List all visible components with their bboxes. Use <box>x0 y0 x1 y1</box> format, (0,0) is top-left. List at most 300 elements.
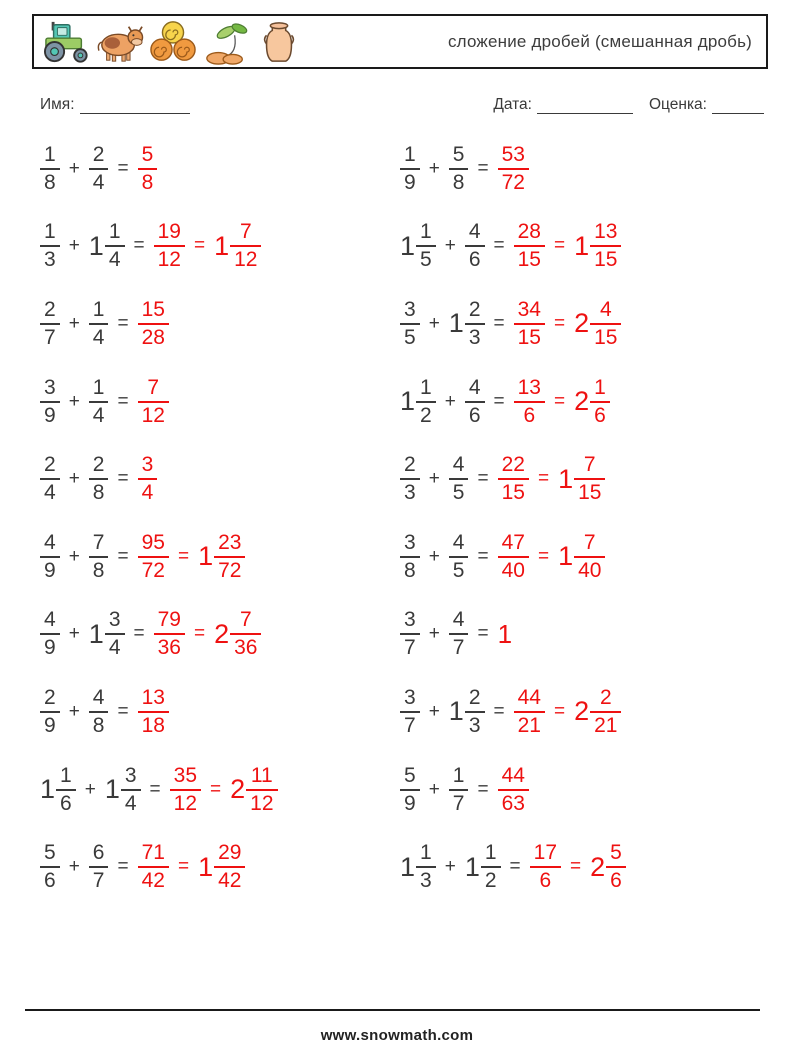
fraction <box>40 221 60 271</box>
denominator: 4 <box>92 403 105 427</box>
numerator: 1 <box>416 221 436 247</box>
denominator: 8 <box>92 713 105 737</box>
fraction-stack <box>400 532 420 582</box>
fraction-stack <box>40 609 60 659</box>
plus-operator: + <box>68 390 80 412</box>
fraction-stack <box>514 221 545 271</box>
fraction <box>138 842 169 892</box>
mixed-number <box>574 377 610 427</box>
numerator: 4 <box>449 609 469 635</box>
fraction <box>400 532 420 582</box>
plus-operator: + <box>428 700 440 722</box>
whole-part: 1 <box>464 851 480 882</box>
fraction-stack <box>530 842 561 892</box>
fraction-stack <box>89 377 109 427</box>
denominator: 12 <box>234 248 258 272</box>
denominator: 2 <box>484 869 497 893</box>
equals-operator: = <box>493 390 505 412</box>
numerator: 1 <box>105 221 125 247</box>
math-problem <box>40 828 400 906</box>
numerator: 15 <box>138 299 169 325</box>
fraction-stack <box>40 842 60 892</box>
fraction <box>138 299 169 349</box>
numerator: 1 <box>89 299 109 325</box>
numerator: 95 <box>138 532 169 558</box>
fraction-stack <box>498 765 529 815</box>
mixed-number <box>230 765 277 815</box>
fraction <box>400 765 420 815</box>
equals-operator: = <box>177 856 190 878</box>
name-label: Имя: <box>40 96 75 113</box>
fraction <box>514 221 545 271</box>
denominator: 3 <box>420 869 432 893</box>
fraction <box>449 765 469 815</box>
fraction-stack <box>590 299 621 349</box>
equals-operator: = <box>477 545 489 567</box>
equals-operator: = <box>477 623 489 645</box>
denominator: 5 <box>452 558 465 582</box>
numerator: 23 <box>214 532 245 558</box>
plus-operator: + <box>428 545 440 567</box>
fraction <box>449 454 469 504</box>
denominator: 3 <box>44 248 56 272</box>
equals-operator: = <box>193 623 206 645</box>
math-problem <box>40 130 400 208</box>
fields-row <box>40 96 764 114</box>
numerator: 4 <box>590 299 621 325</box>
fraction-stack <box>465 299 485 349</box>
fraction-stack <box>416 842 436 892</box>
mixed-number <box>198 532 245 582</box>
fraction-stack <box>498 144 529 194</box>
fraction <box>498 144 529 194</box>
fraction <box>154 609 185 659</box>
denominator: 5 <box>420 248 432 272</box>
math-problem <box>400 130 764 208</box>
date-input-line <box>537 98 633 114</box>
fraction <box>40 144 60 194</box>
fraction <box>40 532 60 582</box>
header-icons <box>42 19 304 65</box>
fraction-stack <box>590 377 610 427</box>
denominator: 6 <box>44 869 56 893</box>
numerator: 44 <box>514 687 545 713</box>
fraction-stack <box>465 377 485 427</box>
numerator: 79 <box>154 609 185 635</box>
fraction-stack <box>40 377 60 427</box>
equals-operator: = <box>117 545 129 567</box>
math-problem <box>400 596 764 674</box>
fraction-stack <box>89 454 109 504</box>
fraction <box>449 532 469 582</box>
plus-operator: + <box>444 856 456 878</box>
numerator: 35 <box>170 765 201 791</box>
denominator: 15 <box>594 325 618 349</box>
numerator: 2 <box>89 144 109 170</box>
numerator: 13 <box>138 687 169 713</box>
numerator: 2 <box>465 687 485 713</box>
numerator: 17 <box>530 842 561 868</box>
fraction-stack <box>246 765 277 815</box>
denominator: 72 <box>141 558 165 582</box>
worksheet-header <box>32 14 768 69</box>
numerator: 4 <box>40 609 60 635</box>
plus-operator: + <box>68 623 80 645</box>
mixed-number <box>558 532 605 582</box>
denominator: 15 <box>578 481 602 505</box>
fraction-stack <box>481 842 501 892</box>
math-problem <box>40 285 400 363</box>
denominator: 3 <box>468 325 481 349</box>
fraction-stack <box>498 532 529 582</box>
equals-operator: = <box>553 700 566 722</box>
denominator: 40 <box>501 558 525 582</box>
fraction-stack <box>590 687 621 737</box>
equals-operator: = <box>117 468 129 490</box>
numerator: 19 <box>154 221 185 247</box>
fraction <box>89 144 109 194</box>
math-problem <box>40 208 400 286</box>
numerator: 5 <box>138 144 158 170</box>
plus-operator: + <box>68 157 80 179</box>
numerator: 4 <box>465 377 485 403</box>
denominator: 63 <box>501 791 525 815</box>
plus-operator: + <box>444 390 456 412</box>
mixed-number <box>449 687 485 737</box>
numerator: 2 <box>40 454 60 480</box>
equals-operator: = <box>117 312 129 334</box>
plus-operator: + <box>68 235 80 257</box>
numerator: 3 <box>105 609 125 635</box>
footer-divider <box>25 1009 760 1011</box>
numerator: 44 <box>498 765 529 791</box>
mixed-number <box>400 377 436 427</box>
fraction-stack <box>138 377 169 427</box>
denominator: 9 <box>404 791 416 815</box>
mixed-number <box>214 609 261 659</box>
denominator: 6 <box>539 869 552 893</box>
plus-operator: + <box>428 623 440 645</box>
whole-part: 2 <box>574 308 590 339</box>
numerator: 7 <box>230 221 261 247</box>
denominator: 42 <box>141 869 165 893</box>
mixed-number <box>400 842 436 892</box>
fraction <box>89 299 109 349</box>
numerator: 3 <box>121 765 141 791</box>
fraction-stack <box>138 144 158 194</box>
whole-part: 1 <box>88 618 104 649</box>
website-text: www.snowmath.com <box>320 1027 474 1044</box>
fraction-stack <box>138 454 158 504</box>
fraction <box>498 454 529 504</box>
fraction <box>498 532 529 582</box>
denominator: 18 <box>141 713 165 737</box>
plus-operator: + <box>428 468 440 490</box>
fraction-stack <box>498 454 529 504</box>
plus-operator: + <box>68 312 80 334</box>
fraction-stack <box>574 532 605 582</box>
fraction-stack <box>138 532 169 582</box>
fraction <box>514 687 545 737</box>
fraction <box>89 454 109 504</box>
fraction-stack <box>449 454 469 504</box>
fraction-stack <box>138 687 169 737</box>
whole-part: 1 <box>88 230 104 261</box>
denominator: 7 <box>452 636 465 660</box>
fraction-stack <box>121 765 141 815</box>
numerator: 7 <box>138 377 169 403</box>
numerator: 53 <box>498 144 529 170</box>
denominator: 36 <box>234 636 258 660</box>
denominator: 36 <box>157 636 181 660</box>
denominator: 6 <box>610 869 622 893</box>
equals-operator: = <box>117 856 129 878</box>
fraction-stack <box>400 454 420 504</box>
whole-part: 1 <box>558 541 574 572</box>
fraction-stack <box>40 221 60 271</box>
fraction-stack <box>449 144 469 194</box>
fraction-stack <box>105 609 125 659</box>
equals-operator: = <box>117 390 129 412</box>
plus-operator: + <box>68 700 80 722</box>
whole-part: 1 <box>104 774 120 805</box>
whole-part: 1 <box>198 541 214 572</box>
denominator: 8 <box>452 170 465 194</box>
numerator: 1 <box>56 765 76 791</box>
denominator: 4 <box>141 481 154 505</box>
whole-part: 1 <box>400 386 416 417</box>
fraction <box>138 144 158 194</box>
denominator: 8 <box>44 170 56 194</box>
math-problem <box>400 751 764 829</box>
fraction <box>514 299 545 349</box>
fraction-stack <box>105 221 125 271</box>
math-problem <box>40 518 400 596</box>
fraction-stack <box>230 609 261 659</box>
numerator: 5 <box>606 842 626 868</box>
plus-operator: + <box>428 778 440 800</box>
fraction <box>170 765 201 815</box>
numerator: 71 <box>138 842 169 868</box>
hay-bales-icon <box>148 19 198 65</box>
math-problem <box>40 596 400 674</box>
fraction <box>89 687 109 737</box>
numerator: 7 <box>574 454 605 480</box>
fraction-stack <box>449 609 469 659</box>
mixed-number <box>574 687 621 737</box>
mixed-number <box>198 842 245 892</box>
whole-part: 1 <box>574 230 590 261</box>
fraction-stack <box>590 221 621 271</box>
equals-operator: = <box>210 778 222 800</box>
mixed-number <box>449 299 485 349</box>
fraction-stack <box>89 842 109 892</box>
numerator: 4 <box>40 532 60 558</box>
numerator: 28 <box>514 221 545 247</box>
equals-operator: = <box>477 468 489 490</box>
fraction-stack <box>40 532 60 582</box>
equals-operator: = <box>477 778 489 800</box>
fraction-stack <box>56 765 76 815</box>
denominator: 9 <box>44 558 56 582</box>
denominator: 2 <box>420 403 432 427</box>
mixed-number <box>574 299 621 349</box>
denominator: 12 <box>157 248 181 272</box>
numerator: 3 <box>400 687 420 713</box>
fraction-stack <box>89 299 109 349</box>
equals-operator: = <box>133 623 145 645</box>
denominator: 6 <box>468 403 481 427</box>
whole-number-answer: 1 <box>497 618 513 649</box>
denominator: 42 <box>218 869 242 893</box>
math-problem <box>400 363 764 441</box>
name-input-line <box>80 98 190 114</box>
numerator: 3 <box>400 299 420 325</box>
numerator: 1 <box>400 144 420 170</box>
numerator: 5 <box>400 765 420 791</box>
denominator: 8 <box>92 558 105 582</box>
fraction <box>400 454 420 504</box>
equals-operator: = <box>493 312 505 334</box>
equals-operator: = <box>553 390 566 412</box>
mixed-number <box>214 221 261 271</box>
fraction <box>449 144 469 194</box>
fraction-stack <box>514 299 545 349</box>
whole-part: 2 <box>590 851 606 882</box>
fraction <box>40 377 60 427</box>
denominator: 7 <box>404 636 416 660</box>
fraction-stack <box>400 687 420 737</box>
denominator: 9 <box>44 636 56 660</box>
numerator: 4 <box>449 532 469 558</box>
fraction <box>514 377 545 427</box>
fraction-stack <box>416 377 436 427</box>
fraction-stack <box>449 765 469 815</box>
numerator: 2 <box>40 299 60 325</box>
fraction-stack <box>574 454 605 504</box>
whole-part: 1 <box>214 230 230 261</box>
plus-operator: + <box>68 468 80 490</box>
numerator: 1 <box>590 377 610 403</box>
whole-part: 1 <box>448 696 464 727</box>
grade-label: Оценка: <box>649 96 707 113</box>
equals-operator: = <box>177 545 190 567</box>
denominator: 9 <box>44 713 56 737</box>
equals-operator: = <box>117 157 129 179</box>
denominator: 6 <box>523 403 536 427</box>
numerator: 7 <box>574 532 605 558</box>
fraction <box>40 687 60 737</box>
math-problem <box>40 751 400 829</box>
equals-operator: = <box>537 545 550 567</box>
fraction <box>530 842 561 892</box>
denominator: 6 <box>60 791 72 815</box>
whole-part: 2 <box>574 696 590 727</box>
numerator: 4 <box>449 454 469 480</box>
fraction <box>138 687 169 737</box>
denominator: 4 <box>108 248 121 272</box>
numerator: 3 <box>400 532 420 558</box>
equals-operator: = <box>149 778 161 800</box>
denominator: 4 <box>92 170 105 194</box>
denominator: 4 <box>92 325 105 349</box>
numerator: 2 <box>89 454 109 480</box>
whole-part: 1 <box>198 851 214 882</box>
math-problem <box>400 440 764 518</box>
fraction <box>498 765 529 815</box>
seedling-icon <box>201 19 251 65</box>
equals-operator: = <box>509 856 521 878</box>
numerator: 1 <box>481 842 501 868</box>
math-problem <box>40 673 400 751</box>
equals-operator: = <box>570 856 582 878</box>
fraction <box>40 609 60 659</box>
numerator: 1 <box>89 377 109 403</box>
fraction <box>138 377 169 427</box>
fraction <box>89 377 109 427</box>
fraction <box>154 221 185 271</box>
fraction-stack <box>514 687 545 737</box>
denominator: 3 <box>404 481 416 505</box>
equals-operator: = <box>193 235 206 257</box>
mixed-number <box>89 221 125 271</box>
math-problem <box>400 518 764 596</box>
fraction-stack <box>154 221 185 271</box>
numerator: 7 <box>89 532 109 558</box>
fraction <box>400 609 420 659</box>
numerator: 2 <box>590 687 621 713</box>
fraction <box>400 687 420 737</box>
denominator: 12 <box>250 791 274 815</box>
fraction-stack <box>400 609 420 659</box>
fraction-stack <box>465 687 485 737</box>
tractor-icon <box>42 19 92 65</box>
fraction-stack <box>230 221 261 271</box>
denominator: 21 <box>594 713 618 737</box>
fraction-stack <box>400 299 420 349</box>
numerator: 5 <box>449 144 469 170</box>
fraction <box>465 377 485 427</box>
whole-part: 2 <box>214 618 230 649</box>
denominator: 5 <box>404 325 416 349</box>
milk-can-icon <box>254 19 304 65</box>
fraction <box>138 454 158 504</box>
fraction-stack <box>400 144 420 194</box>
denominator: 15 <box>501 481 525 505</box>
fraction <box>138 532 169 582</box>
denominator: 15 <box>594 248 618 272</box>
math-problem <box>40 440 400 518</box>
fraction <box>465 221 485 271</box>
date-label: Дата: <box>493 96 532 113</box>
numerator: 4 <box>465 221 485 247</box>
numerator: 4 <box>89 687 109 713</box>
denominator: 40 <box>578 558 602 582</box>
fraction <box>400 299 420 349</box>
math-problem <box>40 363 400 441</box>
mixed-number <box>558 454 605 504</box>
plus-operator: + <box>68 545 80 567</box>
denominator: 4 <box>108 636 121 660</box>
whole-part: 2 <box>574 386 590 417</box>
numerator: 1 <box>449 765 469 791</box>
numerator: 3 <box>400 609 420 635</box>
denominator: 5 <box>452 481 465 505</box>
numerator: 7 <box>230 609 261 635</box>
numerator: 13 <box>514 377 545 403</box>
fraction-stack <box>40 454 60 504</box>
cow-icon <box>95 19 145 65</box>
